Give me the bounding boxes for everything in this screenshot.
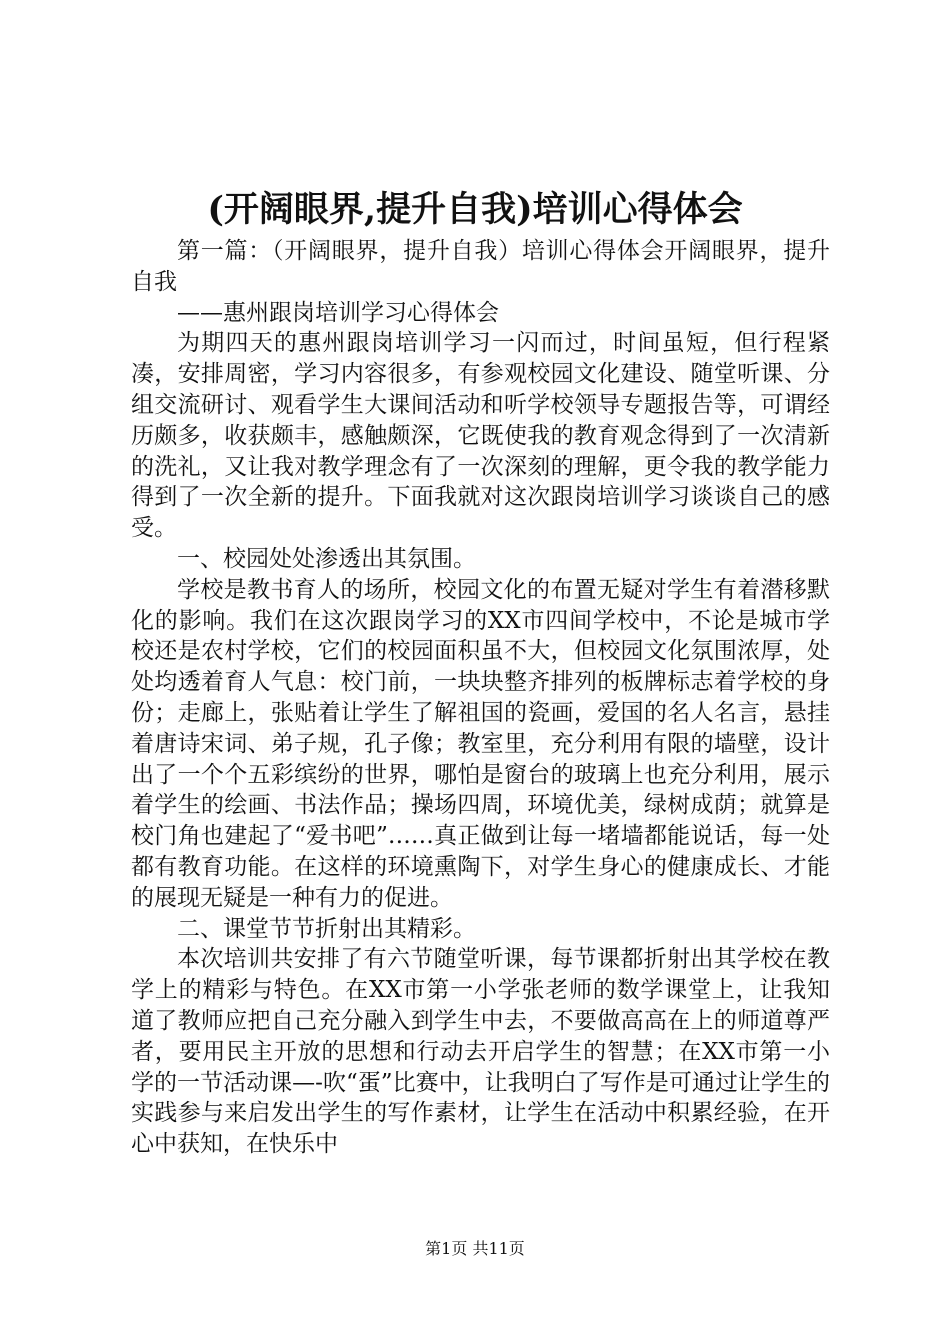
paragraph-heading-line: 第一篇：（开阔眼界，提升自我）培训心得体会开阔眼界，提升自我 xyxy=(131,238,830,295)
section-heading-1: 一、校园处处渗透出其氛围。 xyxy=(177,545,476,572)
document-body xyxy=(131,236,830,1160)
paragraph-classroom: 本次培训共安排了有六节随堂听课，每节课都折射出其学校在教学上的精彩与特色。在XX市第一小学张老师的数学课堂上，让我知道了教师应把自己充分融入到学生中去，不要做高高在上的师道尊严者，要用民主开放的思想和行动去开启学生的智慧；在XX市第一小学的一节活动课—-吹“蛋”比赛中，让我明白了写作是可通过让学生的实践参与来启发出学生的写作素材，让学生在活动中积累经验，在开心中获知，在快乐中 xyxy=(131,946,830,1158)
page-footer: 第1页 共11页 xyxy=(425,1239,525,1258)
paragraph-subtitle: ——惠州跟岗培训学习心得体会 xyxy=(177,299,499,326)
section-heading-2: 二、课堂节节折射出其精彩。 xyxy=(177,915,476,942)
paragraph-intro: 为期四天的惠州跟岗培训学习一闪而过，时间虽短，但行程紧凑，安排周密，学习内容很多，有参观校园文化建设、随堂听课、分组交流研讨、观看学生大课间活动和听学校领导专题报告等，可谓经历颇多，收获颇丰，感触颇深，它既使我的教育观念得到了一次清新的洗礼，又让我对教学理念有了一次深刻的理解，更令我的教学能力得到了一次全新的提升。下面我就对这次跟岗培训学习谈谈自己的感受。 xyxy=(131,330,830,542)
paragraph-campus-culture: 学校是教书育人的场所，校园文化的布置无疑对学生有着潜移默化的影响。我们在这次跟岗学习的XX市四间学校中，不论是城市学校还是农村学校，它们的校园面积虽不大，但校园文化氛围浓厚，处处均透着育人气息：校门前，一块块整齐排列的板牌标志着学校的身份；走廊上，张贴着让学生了解祖国的瓷画，爱国的名人名言，悬挂着唐诗宋词、弟子规，孔子像；教室里，充分利用有限的墙壁，设计出了一个个五彩缤纷的世界，哪怕是窗台的玻璃上也充分利用，展示着学生的绘画、书法作品；操场四周，环境优美，绿树成荫；就算是校门角也建起了“爱书吧”……真正做到让每一堵墙都能说话，每一处都有教育功能。在这样的环境熏陶下，对学生身心的健康成长、才能的展现无疑是一种有力的促进。 xyxy=(131,576,830,911)
document-title: (开阔眼界,提升自我)培训心得体会 xyxy=(207,189,743,230)
